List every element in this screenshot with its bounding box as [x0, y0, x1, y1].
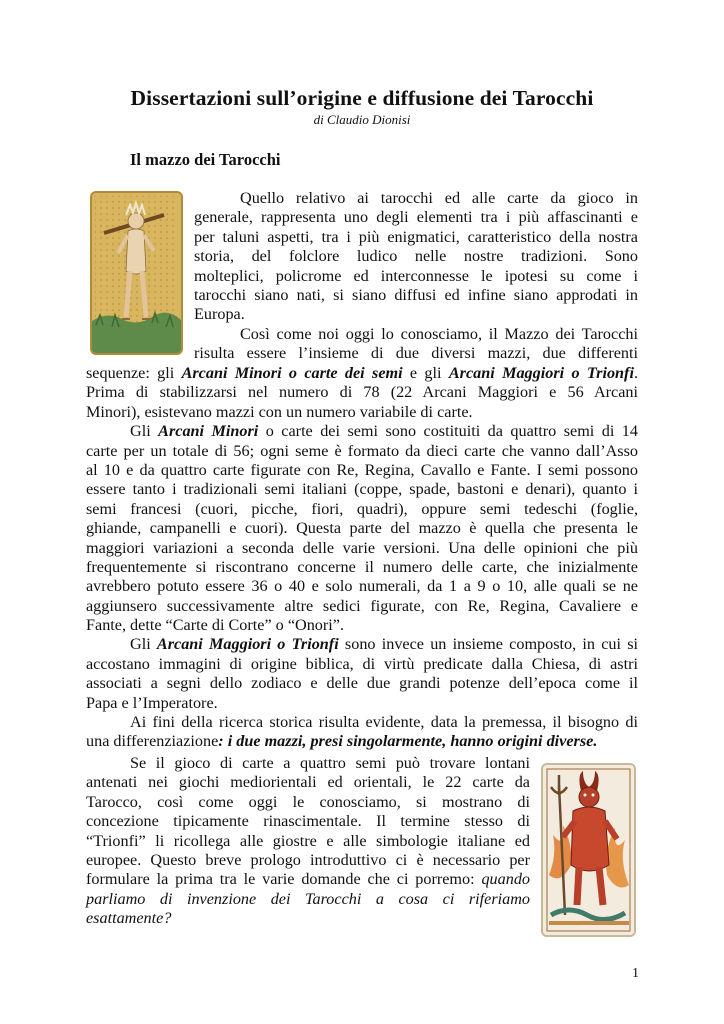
text-line: ghiande, campanelli e cuori). Questa parte del mazzo è quella che presenta le: [86, 519, 638, 538]
text-line: Fante, dette “Carte di Corte” o “Onori”.: [86, 616, 345, 635]
text-line: essere tanto i tradizionali semi italiani (coppe, spade, bastoni e denari), quanto i: [86, 480, 638, 499]
text-line: carte per un totale di 56; ogni seme è formato da dieci carte che vanno dall’Asso: [86, 441, 638, 460]
body-text: [86, 364, 638, 752]
text-line: per taluni aspetti, tra i più enigmatici, caratteristico della nostra: [194, 227, 638, 246]
text-line: Gli Arcani Maggiori o Trionfi sono invece un insieme composto, in cui si: [130, 635, 639, 654]
document-author: di Claudio Dionisi: [313, 112, 411, 127]
text-line: Gli Arcani Minori o carte dei semi sono costituiti da quattro semi di 14: [130, 422, 638, 441]
text-line: storia, del folclore ludico nelle nostre tradizioni. Sono: [194, 247, 638, 266]
text-line: generale, rappresenta uno degli elementi tra i più affascinanti e: [194, 208, 638, 227]
section-heading: Il mazzo dei Tarocchi: [130, 150, 281, 169]
text-line: semi francesi (cuori, picche, fiori, quadri), oppure semi tedeschi (foglie,: [86, 499, 638, 518]
devil-figure-icon: [543, 765, 634, 935]
text-line: tarocchi siano nati, si siano diffusi ed infine siano approdati in: [194, 285, 638, 304]
text-line: “Trionfi” li ricollega alle giostre e alle simbologie italiane ed: [86, 831, 530, 850]
text-line: risulta essere l’insieme di due diversi mazzi, due differenti: [194, 344, 638, 363]
text-line: molteplici, policrome ed interconnesse le ipotesi su come i: [194, 266, 638, 285]
text-line: sequenze: gli Arcani Minori o carte dei semi e gli Arcani Maggiori o Trionfi.: [86, 364, 638, 382]
text-line: avrebbero potuto essere 36 o 40 e solo numerali, da 1 a 9 o 10, alle quali se ne: [86, 577, 638, 596]
text-line: Se il gioco di carte a quattro semi può trovare lontani: [130, 754, 530, 772]
text-line: parliamo di invenzione dei Tarocchi a cosa ci riferiamo: [86, 889, 530, 908]
text-line: formulare la prima tra le varie domande che ci porremo: quando: [86, 870, 530, 889]
text-line: accostano immagini di origine biblica, di virtù predicate dalla Chiesa, di astri: [86, 654, 638, 673]
text-line: europee. Questo breve prologo introduttivo ci è necessario per: [86, 850, 530, 869]
text-line: Così come noi oggi lo conosciamo, il Mazzo dei Tarocchi: [240, 324, 638, 343]
text-line: esattamente?: [86, 909, 172, 928]
tarot-card-devil-image: [541, 763, 636, 937]
text-line: concezione tipicamente rinascimentale. Il termine stesso di: [86, 812, 530, 831]
text-line: aggiunsero successivamente altre sedici figurate, con Re, Regina, Cavaliere e: [86, 596, 638, 615]
text-line: Prima di stabilizzarsi nel numero di 78 (22 Arcani Maggiori e 56 Arcani: [86, 383, 638, 402]
text-line: Tarocco, così come oggi le conosciamo, si mostrano di: [86, 792, 530, 811]
text-line: antenati nei giochi mediorientali ed orientali, le 22 carte da: [86, 773, 530, 792]
text-line: una differenziazione: i due mazzi, presi singolarmente, hanno origini diverse.: [86, 732, 598, 751]
paragraph-1: [194, 189, 638, 364]
text-line: frequentemente si riscontrano concerne il numero delle carte, che inizialmente: [86, 557, 638, 576]
fool-figure-icon: [92, 193, 181, 353]
text-line: Quello relativo ai tarocchi ed alle carte da gioco in: [240, 189, 638, 207]
text-line: associati a segni dello zodiaco e delle due grandi potenze dell’epoca come il: [86, 674, 638, 693]
text-line: Papa e l’Imperatore.: [86, 693, 218, 712]
page-number: 1: [632, 966, 639, 981]
text-line: Europa.: [194, 305, 245, 324]
text-line: Ai fini della ricerca storica risulta evidente, data la premessa, il bisogno di: [130, 713, 638, 732]
text-line: maggiori variazioni a seconda delle varie versioni. Una delle opinioni che più: [86, 538, 638, 557]
paragraph-6: [86, 754, 530, 929]
document-title: Dissertazioni sull’origine e diffusione dei Tarocchi: [130, 86, 594, 110]
tarot-card-fool-image: [90, 191, 183, 355]
text-line: al 10 e da quattro carte figurate con Re, Regina, Cavallo e Fante. I semi possono: [86, 460, 638, 479]
text-line: Minori), esistevano mazzi con un numero variabile di carte.: [86, 402, 473, 421]
